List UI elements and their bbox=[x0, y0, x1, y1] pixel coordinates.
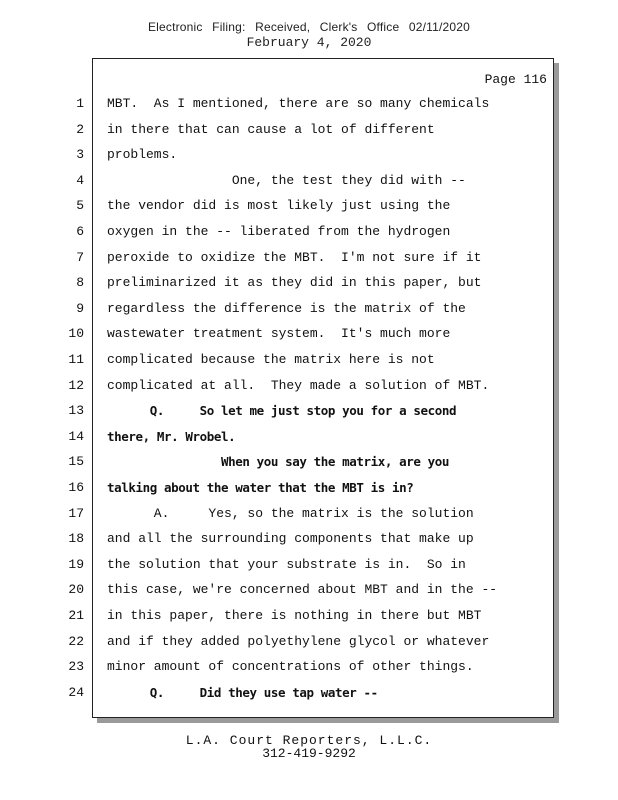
footer-phone: 312-419-9292 bbox=[262, 746, 356, 761]
transcript-line: this case, we're concerned about MBT and in the -- bbox=[107, 582, 498, 597]
line-number: 3 bbox=[76, 147, 84, 162]
footer-company: L.A. Court Reporters, L.L.C. bbox=[185, 733, 433, 748]
transcript-line: in this paper, there is nothing in there but MBT bbox=[107, 608, 482, 623]
transcript-line: there, Mr. Wrobel. bbox=[107, 429, 236, 444]
transcript-line: minor amount of concentrations of other things. bbox=[107, 659, 474, 674]
line-number: 24 bbox=[68, 685, 84, 700]
line-number: 13 bbox=[68, 403, 84, 418]
line-number: 17 bbox=[68, 506, 84, 521]
transcript-line: wastewater treatment system. It's much more bbox=[107, 326, 451, 341]
line-number: 14 bbox=[68, 429, 84, 444]
transcript-line: A. Yes, so the matrix is the solution bbox=[107, 506, 474, 521]
line-number: 22 bbox=[68, 634, 84, 649]
line-number: 23 bbox=[68, 659, 84, 674]
line-number: 5 bbox=[76, 198, 84, 213]
transcript-line: talking about the water that the MBT is in? bbox=[107, 480, 414, 495]
line-number: 10 bbox=[68, 326, 84, 341]
transcript-line: in there that can cause a lot of different bbox=[107, 122, 435, 137]
transcript-line: One, the test they did with -- bbox=[107, 173, 466, 188]
line-number: 16 bbox=[68, 480, 84, 495]
transcript-line: complicated at all. They made a solution of MBT. bbox=[107, 378, 490, 393]
transcript-line: and all the surrounding components that make up bbox=[107, 531, 474, 546]
line-number: 9 bbox=[76, 301, 84, 316]
transcript-line: problems. bbox=[107, 147, 178, 162]
line-number: 21 bbox=[68, 608, 84, 623]
line-number: 15 bbox=[68, 454, 84, 469]
line-number: 12 bbox=[68, 378, 84, 393]
transcript-line: the solution that your substrate is in. So in bbox=[107, 557, 466, 572]
line-number: 11 bbox=[68, 352, 84, 367]
transcript-line: complicated because the matrix here is not bbox=[107, 352, 435, 367]
line-number: 1 bbox=[76, 96, 84, 111]
line-number: 2 bbox=[76, 122, 84, 137]
transcript-line: peroxide to oxidize the MBT. I'm not sure if it bbox=[107, 250, 482, 265]
page-number-label: Page 116 bbox=[484, 72, 547, 87]
transcript-line: regardless the difference is the matrix of the bbox=[107, 301, 466, 316]
line-number: 18 bbox=[68, 531, 84, 546]
transcript-line: and if they added polyethylene glycol or whatever bbox=[107, 634, 490, 649]
line-number: 8 bbox=[76, 275, 84, 290]
line-number: 19 bbox=[68, 557, 84, 572]
transcript-line: MBT. As I mentioned, there are so many chemicals bbox=[107, 96, 490, 111]
transcript-line: preliminarized it as they did in this paper, but bbox=[107, 275, 482, 290]
transcript-line: Q. So let me just stop you for a second bbox=[107, 403, 457, 418]
transcript-line: the vendor did is most likely just using the bbox=[107, 198, 451, 213]
line-number: 4 bbox=[76, 173, 84, 188]
line-number: 6 bbox=[76, 224, 84, 239]
header-date: February 4, 2020 bbox=[246, 35, 372, 50]
transcript-line: Q. Did they use tap water -- bbox=[107, 685, 378, 700]
transcript-line: When you say the matrix, are you bbox=[107, 454, 450, 469]
line-number: 20 bbox=[68, 582, 84, 597]
filing-stamp: Electronic Filing: Received, Clerk's Office 02/11/2020 bbox=[147, 20, 471, 34]
transcript-line: oxygen in the -- liberated from the hydrogen bbox=[107, 224, 451, 239]
line-number: 7 bbox=[76, 250, 84, 265]
